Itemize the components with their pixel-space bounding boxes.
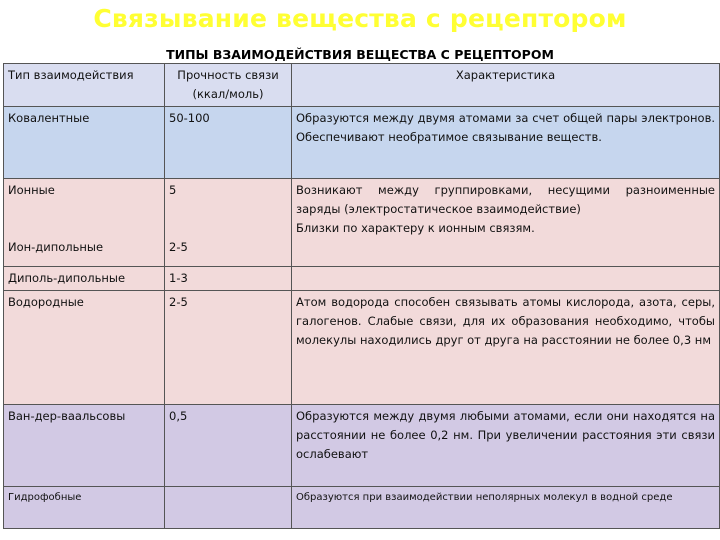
header-type: Тип взаимодействия bbox=[4, 64, 165, 107]
interaction-types-table bbox=[3, 63, 720, 529]
row-strength-cell bbox=[165, 179, 292, 267]
row-type: Ван-дер-ваальсовы bbox=[4, 405, 165, 487]
header-strength: Прочность связи (ккал/моль) bbox=[165, 64, 292, 107]
row-strength: 1-3 bbox=[165, 267, 292, 291]
row-type-cell bbox=[4, 179, 165, 267]
slide-title: Связывание вещества с рецептором bbox=[93, 4, 627, 33]
row-description: Атом водорода способен связывать атомы кислорода, азота, серы, галогенов. Слабые связи, для их образования необходимо, чтобы молекулы находились друг от друга на расстоянии не более 0,3 нм bbox=[292, 291, 720, 405]
row-strength: 5 bbox=[169, 183, 177, 197]
row-type: Ион-дипольные bbox=[8, 240, 104, 254]
row-strength: 2-5 bbox=[169, 240, 188, 254]
row-description: Образуются при взаимодействии неполярных молекул в водной среде bbox=[292, 487, 720, 529]
row-type: Водородные bbox=[4, 291, 165, 405]
table-row bbox=[4, 107, 720, 179]
row-strength: 0,5 bbox=[165, 405, 292, 487]
table-row bbox=[4, 487, 720, 529]
row-description: Близки по характеру к ионным связям. bbox=[296, 221, 535, 235]
header-description: Характеристика bbox=[292, 64, 720, 107]
row-description: Возникают между группировками, несущими разноименные заряды (электростатическое взаимодействие) bbox=[296, 183, 715, 216]
table-header-row bbox=[4, 64, 720, 107]
table-row bbox=[4, 291, 720, 405]
row-strength: 50-100 bbox=[165, 107, 292, 179]
table-row bbox=[4, 179, 720, 267]
table-row bbox=[4, 405, 720, 487]
row-strength: 2-5 bbox=[165, 291, 292, 405]
row-description-cell bbox=[292, 179, 720, 267]
row-type: Гидрофобные bbox=[4, 487, 165, 529]
row-description: Образуются между двумя атомами за счет общей пары электронов. Обеспечивают необратимое связывание веществ. bbox=[292, 107, 720, 179]
row-description: Образуются между двумя любыми атомами, если они находятся на расстоянии не более 0,2 нм. При увеличении расстояния эти связи ослабевают bbox=[292, 405, 720, 487]
row-description bbox=[292, 267, 720, 291]
row-type: Ионные bbox=[8, 183, 55, 197]
table-heading: ТИПЫ ВЗАИМОДЕЙСТВИЯ ВЕЩЕСТВА С РЕЦЕПТОРОМ bbox=[166, 47, 554, 62]
row-type: Диполь-дипольные bbox=[4, 267, 165, 291]
row-type: Ковалентные bbox=[4, 107, 165, 179]
row-strength bbox=[165, 487, 292, 529]
table-row bbox=[4, 267, 720, 291]
